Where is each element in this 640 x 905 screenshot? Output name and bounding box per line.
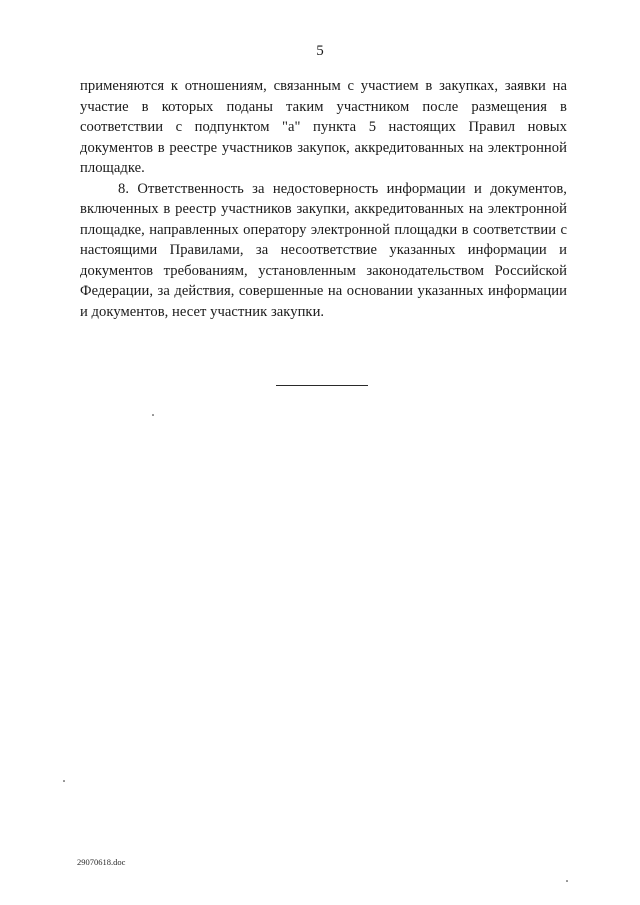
scan-speck [566, 880, 568, 882]
document-body [80, 76, 567, 322]
scan-speck [152, 414, 154, 416]
paragraph-continuation: применяются к отношениям, связанным с участием в закупках, заявки на участие в которых поданы таким участником после размещения в соответствии с подпунктом "а" пункта 5 настоящих Правил новых документов в реестре участников закупок, аккредитованных на электронной площадке. [80, 78, 567, 176]
document-file-code: 29070618.doc [77, 857, 126, 867]
paragraph-item-8: 8. Ответственность за недостоверность информации и документов, включенных в реестр участников закупки, аккредитованных на электронной площадке, направленных оператору электронной площадки в соответствии с настоящими Правилами, за несоответствие указанных информации и документов требованиям, установленным законодательством Российской Федерации, за действия, совершенные на основании указанных информации и документов, несет участник закупки. [80, 180, 567, 320]
end-of-text-divider [276, 385, 368, 386]
scan-speck [63, 780, 65, 782]
page-number: 5 [316, 43, 324, 59]
